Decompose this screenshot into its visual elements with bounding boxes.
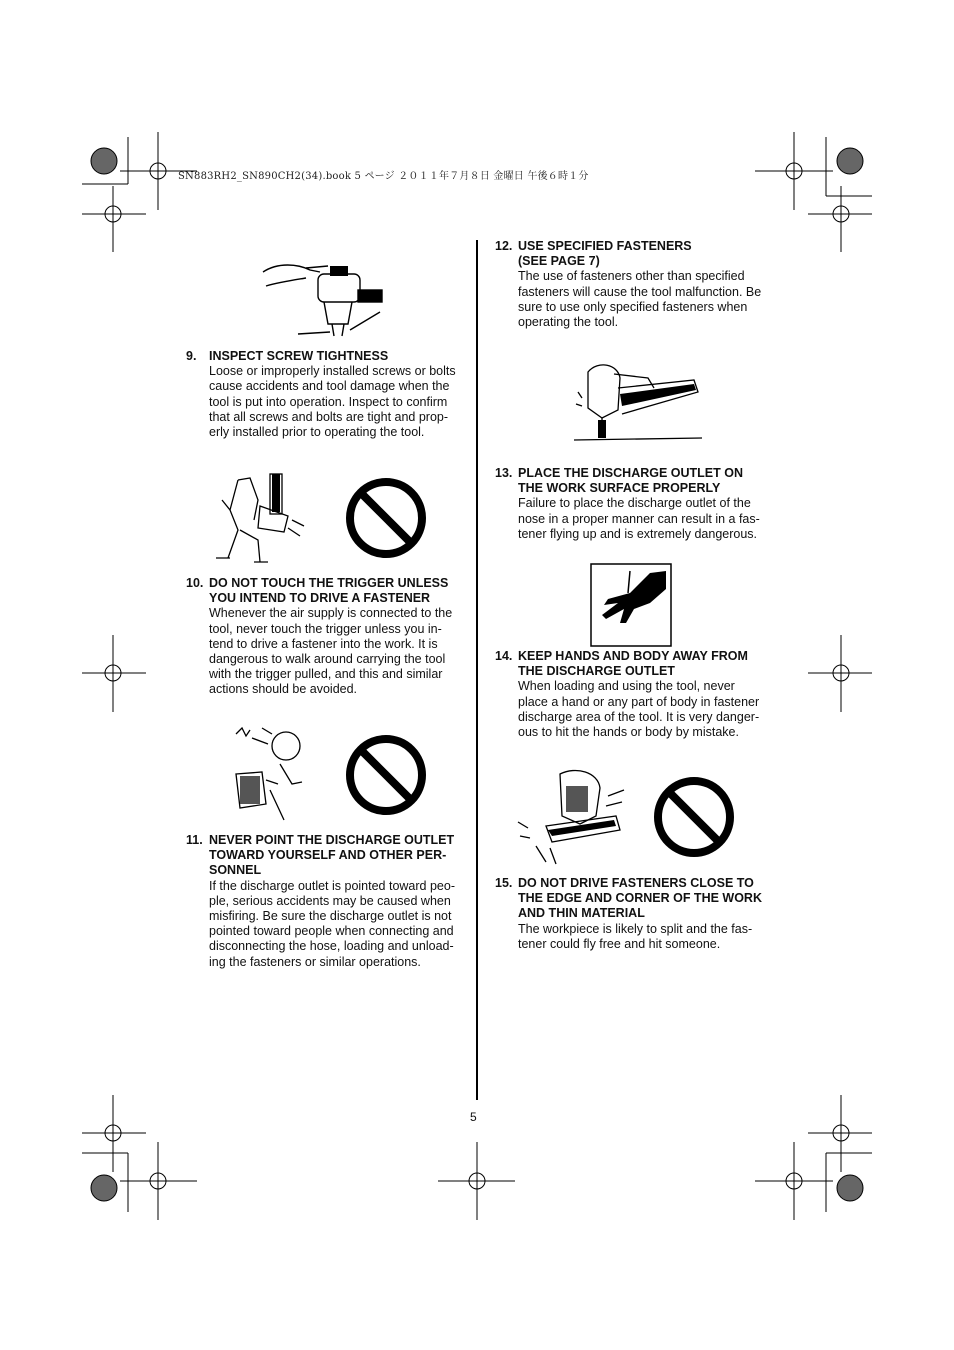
item-title: THE DISCHARGE OUTLET: [518, 664, 675, 679]
item-title: AND THIN MATERIAL: [518, 906, 645, 921]
hand-away-from-outlet-illustration: [590, 563, 672, 647]
instruction-item-11: [186, 833, 466, 970]
body-line: tool, never touch the trigger unless you in-: [209, 621, 442, 636]
item-title: KEEP HANDS AND BODY AWAY FROM: [518, 649, 748, 663]
instruction-item-14: [495, 649, 775, 740]
body-line: tener flying up and is extremely dangerous.: [518, 526, 758, 541]
pointing-tool-at-person-illustration: [232, 724, 308, 824]
body-line: fasteners will cause the tool malfunction. Be: [518, 284, 762, 299]
item-title: SONNEL: [209, 863, 262, 878]
body-line: operating the tool.: [518, 315, 619, 330]
item-number: 9.: [186, 349, 197, 363]
item-number: 11.: [186, 833, 203, 847]
body-line: When loading and using the tool, never: [518, 679, 735, 694]
body-line: discharge area of the tool. It is very danger-: [518, 709, 760, 724]
body-line: tend to drive a fastener into the work. It is: [209, 636, 438, 651]
body-line: tener could fly free and hit someone.: [518, 936, 721, 951]
prohibition-icon: [652, 775, 736, 859]
item-number: 12.: [495, 239, 513, 253]
column-divider: [476, 240, 478, 1100]
item-number: 10.: [186, 576, 204, 590]
item-title: THE EDGE AND CORNER OF THE WORK: [518, 891, 762, 906]
item-title: THE WORK SURFACE PROPERLY: [518, 481, 721, 496]
body-line: misfiring. Be sure the discharge outlet is not: [209, 909, 452, 924]
instruction-item-12: [495, 239, 775, 330]
item-number: 14.: [495, 649, 513, 663]
body-line: pointed toward people when connecting and: [209, 924, 454, 939]
item-title: DO NOT DRIVE FASTENERS CLOSE TO: [518, 876, 754, 890]
body-line: tool is put into operation. Inspect to confirm: [209, 394, 448, 409]
body-line: ing the fasteners or similar operations.: [209, 954, 421, 969]
item-title: INSPECT SCREW TIGHTNESS: [209, 349, 389, 363]
body-line: disconnecting the hose, loading and unload-: [209, 939, 454, 954]
instruction-item-13: [495, 466, 775, 542]
instruction-item-10: [186, 576, 466, 698]
fastener-near-edge-illustration: [516, 766, 626, 866]
file-header: SN883RH2_SN890CH2(34).book 5 ページ ２０１１年７月８日 金曜日 午後６時１分: [178, 171, 589, 182]
body-line: with the trigger pulled, and this and similar: [209, 667, 443, 682]
item-title: DO NOT TOUCH THE TRIGGER UNLESS: [209, 576, 449, 590]
body-line: place a hand or any part of body in fastener: [518, 694, 760, 709]
item-number: 13.: [495, 466, 513, 480]
item-title: USE SPECIFIED FASTENERS: [518, 239, 692, 253]
body-line: If the discharge outlet is pointed toward peo-: [209, 878, 455, 893]
specified-fasteners-illustration: [574, 358, 704, 450]
body-line: The use of fasteners other than specified: [518, 269, 745, 284]
body-line: that all screws and bolts are tight and prop-: [209, 409, 449, 424]
body-line: actions should be avoided.: [209, 682, 358, 697]
body-line: Failure to place the discharge outlet of the: [518, 496, 751, 511]
body-line: ple, serious accidents may be caused when: [209, 893, 451, 908]
body-line: The workpiece is likely to split and the fas-: [518, 921, 753, 936]
walking-with-trigger-pulled-illustration: [208, 470, 308, 566]
prohibition-icon: [344, 733, 428, 817]
body-line: sure to use only specified fasteners when: [518, 299, 748, 314]
body-line: ous to hit the hands or body by mistake.: [518, 725, 739, 740]
body-line: erly installed prior to operating the tool.: [209, 425, 425, 440]
page-number: 5: [470, 1110, 477, 1124]
body-line: cause accidents and tool damage when the: [209, 379, 450, 394]
instruction-item-9: [186, 349, 466, 440]
item-title: NEVER POINT THE DISCHARGE OUTLET: [209, 833, 455, 847]
prohibition-icon: [344, 476, 428, 560]
body-line: Loose or improperly installed screws or bolts: [209, 364, 456, 379]
item-title: PLACE THE DISCHARGE OUTLET ON: [518, 466, 744, 480]
instruction-item-15: [495, 876, 775, 952]
body-line: dangerous to walk around carrying the tool: [209, 652, 446, 667]
body-line: Whenever the air supply is connected to the: [209, 606, 453, 621]
screw-tightening-illustration: [258, 252, 388, 340]
item-title: TOWARD YOURSELF AND OTHER PER-: [209, 848, 447, 863]
item-number: 15.: [495, 876, 513, 890]
body-line: nose in a proper manner can result in a fas-: [518, 511, 760, 526]
item-title: (SEE PAGE 7): [518, 254, 600, 269]
item-title: YOU INTEND TO DRIVE A FASTENER: [209, 591, 431, 606]
